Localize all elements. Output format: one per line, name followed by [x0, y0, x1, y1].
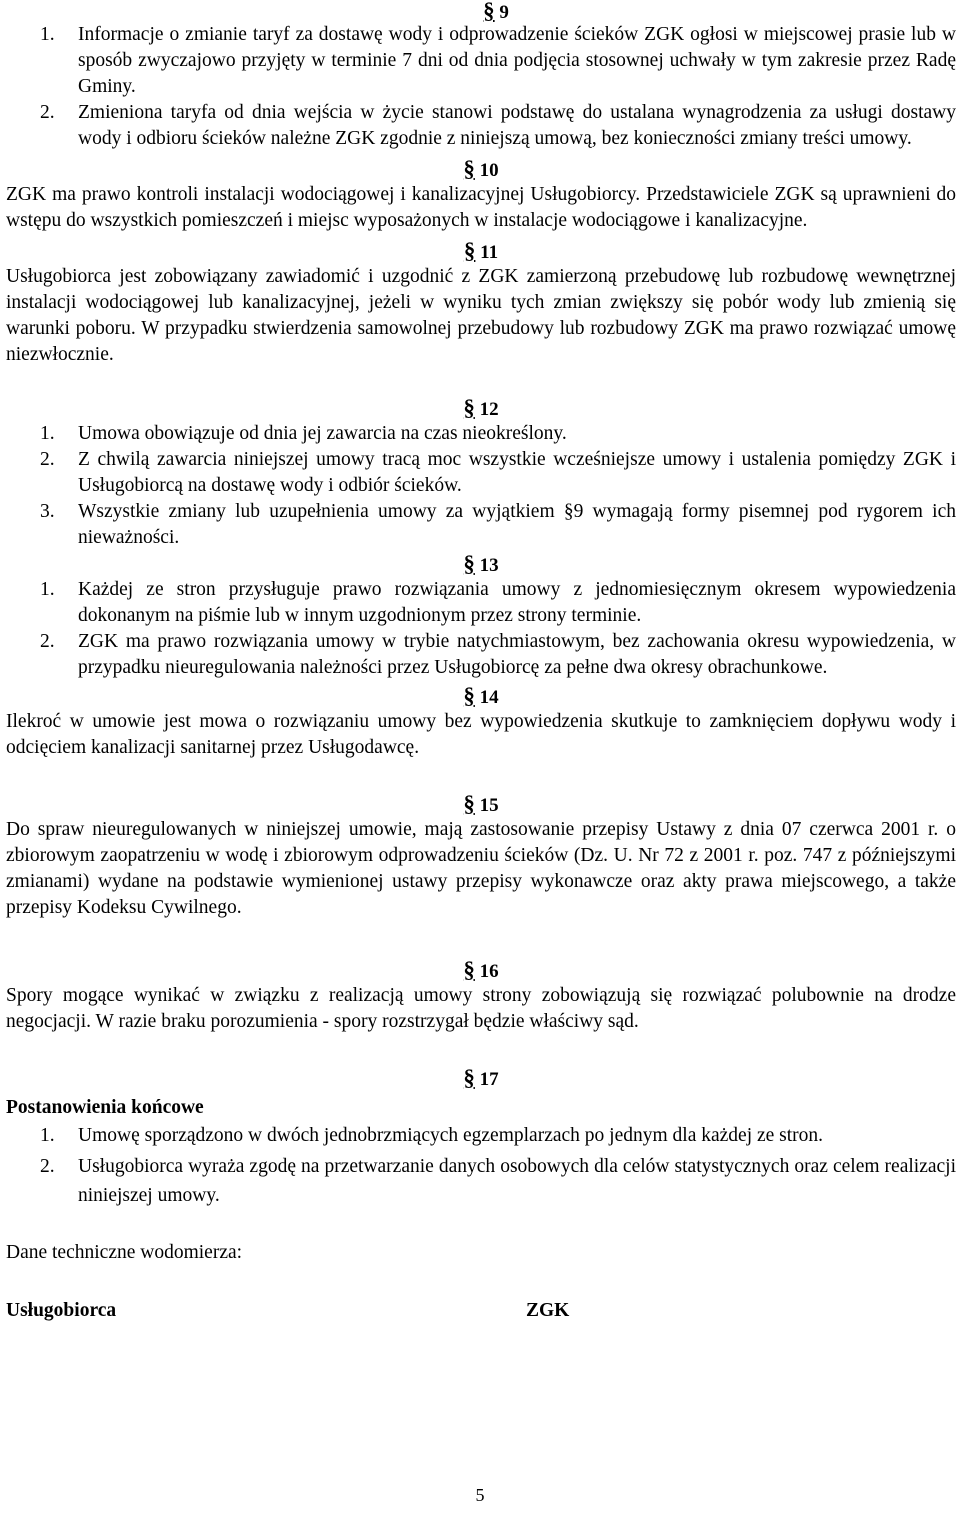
technical-data-label: Dane techniczne wodomierza: — [6, 1242, 243, 1263]
list-item: 1. Umowa obowiązuje od dnia jej zawarcia na czas nieokreślony. — [40, 423, 567, 444]
list-item: 3. Wszystkie zmiany lub uzupełnienia umowy za wyjątkiem §9 wymagają formy pisemnej pod rygorem ich nieważności. — [40, 501, 956, 548]
document-page — [6, 0, 956, 1324]
paragraph: Do spraw nieuregulowanych w niniejszej umowie, mają zastosowanie przepisy Ustawy z dnia 07 czerwca 2001 r. o zbiorowym zaopatrzeniu w wodę i zbiorowym odprowadzeniu ścieków (Dz. U. Nr 72 z 2001 r. poz. 747 z późniejszymi zmianami) wydane na podstawie wymienionej ustawy przepisy wykonawcze oraz akty prawa miejscowego, a także przepisy Kodeksu Cywilnego. — [6, 819, 956, 918]
section-heading-15: § 15 — [463, 791, 499, 816]
spacer — [6, 761, 956, 791]
section-heading-17: § 17 — [463, 1065, 499, 1090]
list-item: 1. Umowę sporządzono w dwóch jednobrzmiących egzemplarzach po jednym dla każdej ze stron. — [40, 1125, 824, 1146]
paragraph: Spory mogące wynikać w związku z realizacją umowy strony zobowiązują się rozwiązać polubownie na drodze negocjacji. W razie braku porozumienia - spory rozstrzygał będzie właściwy sąd. — [6, 985, 956, 1032]
list-item: 2. Usługobiorca wyraża zgodę na przetwarzanie danych osobowych dla celów statystycznych oraz celem realizacji niniejszej umowy. — [40, 1156, 956, 1206]
paragraph: Ilekroć w umowie jest mowa o rozwiązaniu umowy bez wypowiedzenia skutkuje to zamknięciem dopływu wody i odcięciem kanalizacji sanitarnej przez Usługodawcę. — [6, 711, 956, 758]
list-item: 1. Informacje o zmianie taryf za dostawę wody i odprowadzenie ścieków ZGK ogłosi w miejscowej prasie lub w sposób zwyczajowo przyjęty w terminie 7 dni od dnia podjęcia stosownej uchwały w tym zakresie przez Radę Gminy. — [40, 24, 956, 97]
section-heading-14: § 14 — [463, 683, 499, 708]
list-item: 2. Zmieniona taryfa od dnia wejścia w życie stanowi podstawę do ustalana wynagrodzenia za usługi dostawy wody i odbioru ścieków należne ZGK zgodnie z niniejszą umową, bez konieczności zmiany treści umowy. — [40, 102, 956, 149]
subheading-final-provisions: Postanowienia końcowe — [6, 1097, 204, 1118]
list-item: 1. Każdej ze stron przysługuje prawo rozwiązania umowy z jednomiesięcznym okresem wypowiedzenia dokonanym na piśmie lub w innym uzgodnionym przez strony terminie. — [40, 579, 956, 626]
signature-client: Usługobiorca — [6, 1300, 117, 1321]
paragraph: Usługobiorca jest zobowiązany zawiadomić i uzgodnić z ZGK zamierzoną przebudowę lub rozbudowę wewnętrznej instalacji wodociągowej lub kanalizacyjnej, jeżeli w wyniku tych zmian zwiększy się pobór wody lub zmienią się warunki poboru. W przypadku stwierdzenia samowolnej przebudowy lub rozbudowy ZGK ma prawo rozwiązać umowę niezwłocznie. — [6, 266, 956, 365]
paragraph: ZGK ma prawo kontroli instalacji wodociągowej i kanalizacyjnej Usługobiorcy. Przedstawiciele ZGK są uprawnieni do wstępu do wszystkich pomieszczeń i miejsc wyposażonych w instalacje wodociągowe i kanalizacyjne. — [6, 184, 956, 231]
section-heading-16: § 16 — [463, 957, 499, 982]
section-heading-11: § 11 — [463, 238, 499, 263]
spacer — [6, 1266, 956, 1298]
section-heading-12: § 12 — [463, 395, 499, 420]
spacer — [6, 1210, 956, 1240]
signature-row — [6, 1298, 956, 1324]
section-heading-13: § 13 — [463, 551, 499, 576]
section-heading-10: § 10 — [463, 156, 499, 181]
signature-zgk: ZGK — [526, 1300, 570, 1321]
spacer — [6, 1035, 956, 1065]
page-number: 5 — [475, 1485, 485, 1505]
spacer — [6, 921, 956, 957]
spacer — [6, 368, 956, 395]
section-heading-9: § 9 — [483, 0, 509, 23]
list-item: 2. ZGK ma prawo rozwiązania umowy w trybie natychmiastowym, bez zachowania okresu wypowiedzenia, w przypadku nieuregulowania należności przez Usługobiorcę za pełne dwa okresy obrachunkowe. — [40, 631, 956, 678]
list-item: 2. Z chwilą zawarcia niniejszej umowy tracą moc wszystkie wcześniejsze umowy i ustalenia pomiędzy ZGK i Usługobiorcą na dostawę wody i odbiór ścieków. — [40, 449, 956, 496]
